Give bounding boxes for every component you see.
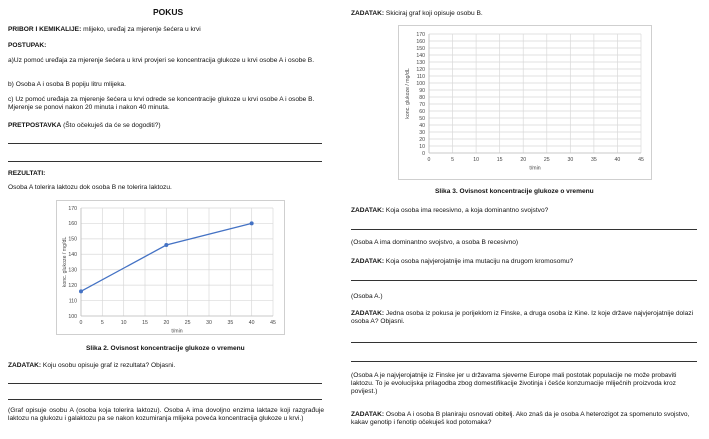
- x-tick-label: 25: [543, 157, 550, 164]
- y-tick-label: 50: [419, 115, 425, 122]
- y-axis-title: konc. glukoze / mg/dL: [405, 68, 411, 119]
- task-block: [351, 411, 697, 427]
- data-point: [79, 289, 83, 293]
- chart-blank: [398, 25, 652, 180]
- task-label: ZADATAK:: [351, 207, 385, 214]
- glucose-chart-person-b-blank: [399, 26, 651, 179]
- answer-line: [8, 143, 322, 144]
- task-text: Jedna osoba iz pokusa je porijeklom iz Finske, a druga osoba iz Kine. Iz koje države najvjerojatnije dolazi osoba A? Objasni.: [351, 310, 694, 326]
- task-text: Koja osoba najvjerojatnije ima mutaciju na drugom kromosomu?: [384, 258, 574, 265]
- task-label: ZADATAK:: [8, 362, 42, 369]
- task-text: Osoba A i osoba B planiraju osnovati obitelj. Ako znaš da je osoba A heterozigot za spomenuto svojstvo, kakav genotip i fenotip očekuješ kod potomaka?: [351, 411, 690, 427]
- y-tick-label: 80: [419, 94, 425, 101]
- y-tick-label: 150: [68, 236, 77, 243]
- task-label: ZADATAK:: [351, 310, 385, 317]
- hypothesis-text: (Što očekuješ da će se dogoditi?): [61, 122, 161, 129]
- y-tick-label: 70: [419, 101, 425, 108]
- y-tick-label: 170: [416, 31, 425, 38]
- y-tick-label: 160: [68, 221, 77, 228]
- results-text: Osoba A tolerira laktozu dok osoba B ne tolerira laktozu.: [8, 184, 172, 191]
- x-tick-label: 20: [163, 320, 170, 327]
- task-label: ZADATAK:: [351, 411, 385, 418]
- x-tick-label: 5: [100, 320, 104, 327]
- task-label: ZADATAK:: [351, 258, 385, 265]
- task-text: Koju osobu opisuje graf iz rezultata? Objasni.: [41, 362, 176, 369]
- task-line: [351, 207, 548, 215]
- y-tick-label: 140: [68, 252, 77, 259]
- x-tick-label: 15: [496, 157, 503, 164]
- x-tick-label: 30: [567, 157, 574, 164]
- procedure-label: POSTUPAK:: [8, 42, 47, 49]
- x-tick-label: 5: [451, 157, 455, 164]
- materials-line: [8, 26, 201, 34]
- y-tick-label: 150: [416, 45, 425, 52]
- y-tick-label: 30: [419, 129, 425, 136]
- answer-text: (Osoba A je najvjerojatnije iz Finske jer u državama sjeverne Europe mali postotak populacije ne može probaviti laktozu. To je evolucijska prilagodba zbog domestifikacije životinja i češće konzumacije mliječnih proizvoda kroz povijest.): [351, 372, 677, 396]
- y-tick-label: 110: [416, 73, 425, 80]
- x-axis-title: t/min: [529, 165, 541, 172]
- x-tick-label: 45: [638, 157, 644, 164]
- y-tick-label: 40: [419, 122, 425, 129]
- y-tick-label: 0: [422, 150, 425, 157]
- answer-text: (Osoba A ima dominantno svojstvo, a osoba B recesivno): [351, 239, 519, 246]
- materials-text: mlijeko, uređaj za mjerenje šećera u krvi: [81, 26, 201, 33]
- chart-results: [56, 200, 285, 335]
- y-tick-label: 100: [416, 80, 425, 87]
- x-tick-label: 35: [590, 157, 597, 164]
- glucose-chart-person-a: [57, 201, 284, 334]
- answer-line: [351, 361, 697, 362]
- task-text: Koja osoba ima recesivno, a koja dominantno svojstvo?: [384, 207, 549, 214]
- task-line: [351, 258, 573, 266]
- task-line: [351, 10, 483, 18]
- procedure-step-a: a)Uz pomoć uređaja za mjerenje šećera u krvi provjeri se koncentracija glukoze u krvi osobe A i osobe B.: [8, 57, 315, 64]
- y-tick-label: 120: [68, 282, 77, 289]
- task-line: [8, 362, 175, 370]
- x-tick-label: 45: [270, 320, 276, 327]
- y-tick-label: 100: [68, 313, 77, 320]
- x-tick-label: 30: [206, 320, 212, 327]
- y-tick-label: 130: [68, 267, 77, 274]
- data-point: [164, 243, 168, 247]
- x-tick-label: 40: [248, 320, 255, 327]
- y-tick-label: 110: [68, 298, 77, 305]
- y-tick-label: 160: [416, 38, 425, 45]
- answer-line: [8, 161, 322, 162]
- x-axis-title: t/min: [171, 328, 183, 334]
- answer-text: (Graf opisuje osobu A (osoba koja tolerira laktozu). Osoba A ima dovoljno enzima laktaze koji razgrađuje laktozu na glukozu i galaktozu pa se nakon kozumiranja mlijeka poveća koncentracija glukoze u krvi.): [8, 407, 324, 423]
- hypothesis-label: PRETPOSTAVKA: [8, 122, 62, 129]
- chart-caption-2: Slika 2. Ovisnost koncentracije glukoze o vremenu: [86, 345, 245, 352]
- answer-line: [351, 342, 697, 343]
- x-tick-label: 0: [79, 320, 83, 327]
- x-tick-label: 40: [614, 157, 621, 164]
- task-label: ZADATAK:: [351, 10, 385, 17]
- data-point: [250, 221, 254, 225]
- y-tick-label: 140: [416, 52, 425, 59]
- x-tick-label: 35: [227, 320, 234, 327]
- chart-caption-3: Slika 3. Ovisnost koncentracije glukoze o vremenu: [435, 188, 594, 195]
- y-tick-label: 20: [419, 136, 425, 143]
- y-tick-label: 130: [416, 59, 425, 66]
- y-tick-label: 60: [419, 108, 425, 115]
- y-tick-label: 10: [419, 143, 425, 150]
- page-title: POKUS: [153, 7, 184, 17]
- procedure-step-c: c) Uz pomoć uređaja za mjerenje šećera u krvi odrede se koncentracije glukoze u krvi osobe A i osobe B. Mjerenje se ponovi nakon 20 minuta i nakon 40 minuta.: [8, 96, 315, 112]
- x-tick-label: 10: [120, 320, 127, 327]
- answer-text: (Osoba A.): [351, 293, 383, 300]
- answer-line: [351, 229, 697, 230]
- y-tick-label: 120: [416, 66, 425, 73]
- x-tick-label: 20: [520, 157, 527, 164]
- y-axis-title: konc. glukoze / mg/dL: [62, 236, 68, 288]
- materials-label: PRIBOR I KEMIKALIJE:: [8, 26, 82, 33]
- results-label: REZULTATI:: [8, 170, 46, 177]
- x-tick-label: 15: [142, 320, 148, 327]
- hypothesis-line: [8, 122, 161, 130]
- y-tick-label: 170: [68, 205, 77, 212]
- task-text: Skiciraj graf koji opisuje osobu B.: [384, 10, 483, 17]
- answer-line: [351, 280, 697, 281]
- x-tick-label: 0: [427, 157, 431, 164]
- answer-line: [8, 383, 322, 384]
- y-tick-label: 90: [419, 87, 425, 94]
- procedure-step-b: b) Osoba A i osoba B popiju litru mlijeka.: [8, 81, 127, 88]
- task-block: [351, 310, 697, 326]
- answer-line: [8, 399, 322, 400]
- x-tick-label: 10: [473, 157, 480, 164]
- x-tick-label: 25: [184, 320, 191, 327]
